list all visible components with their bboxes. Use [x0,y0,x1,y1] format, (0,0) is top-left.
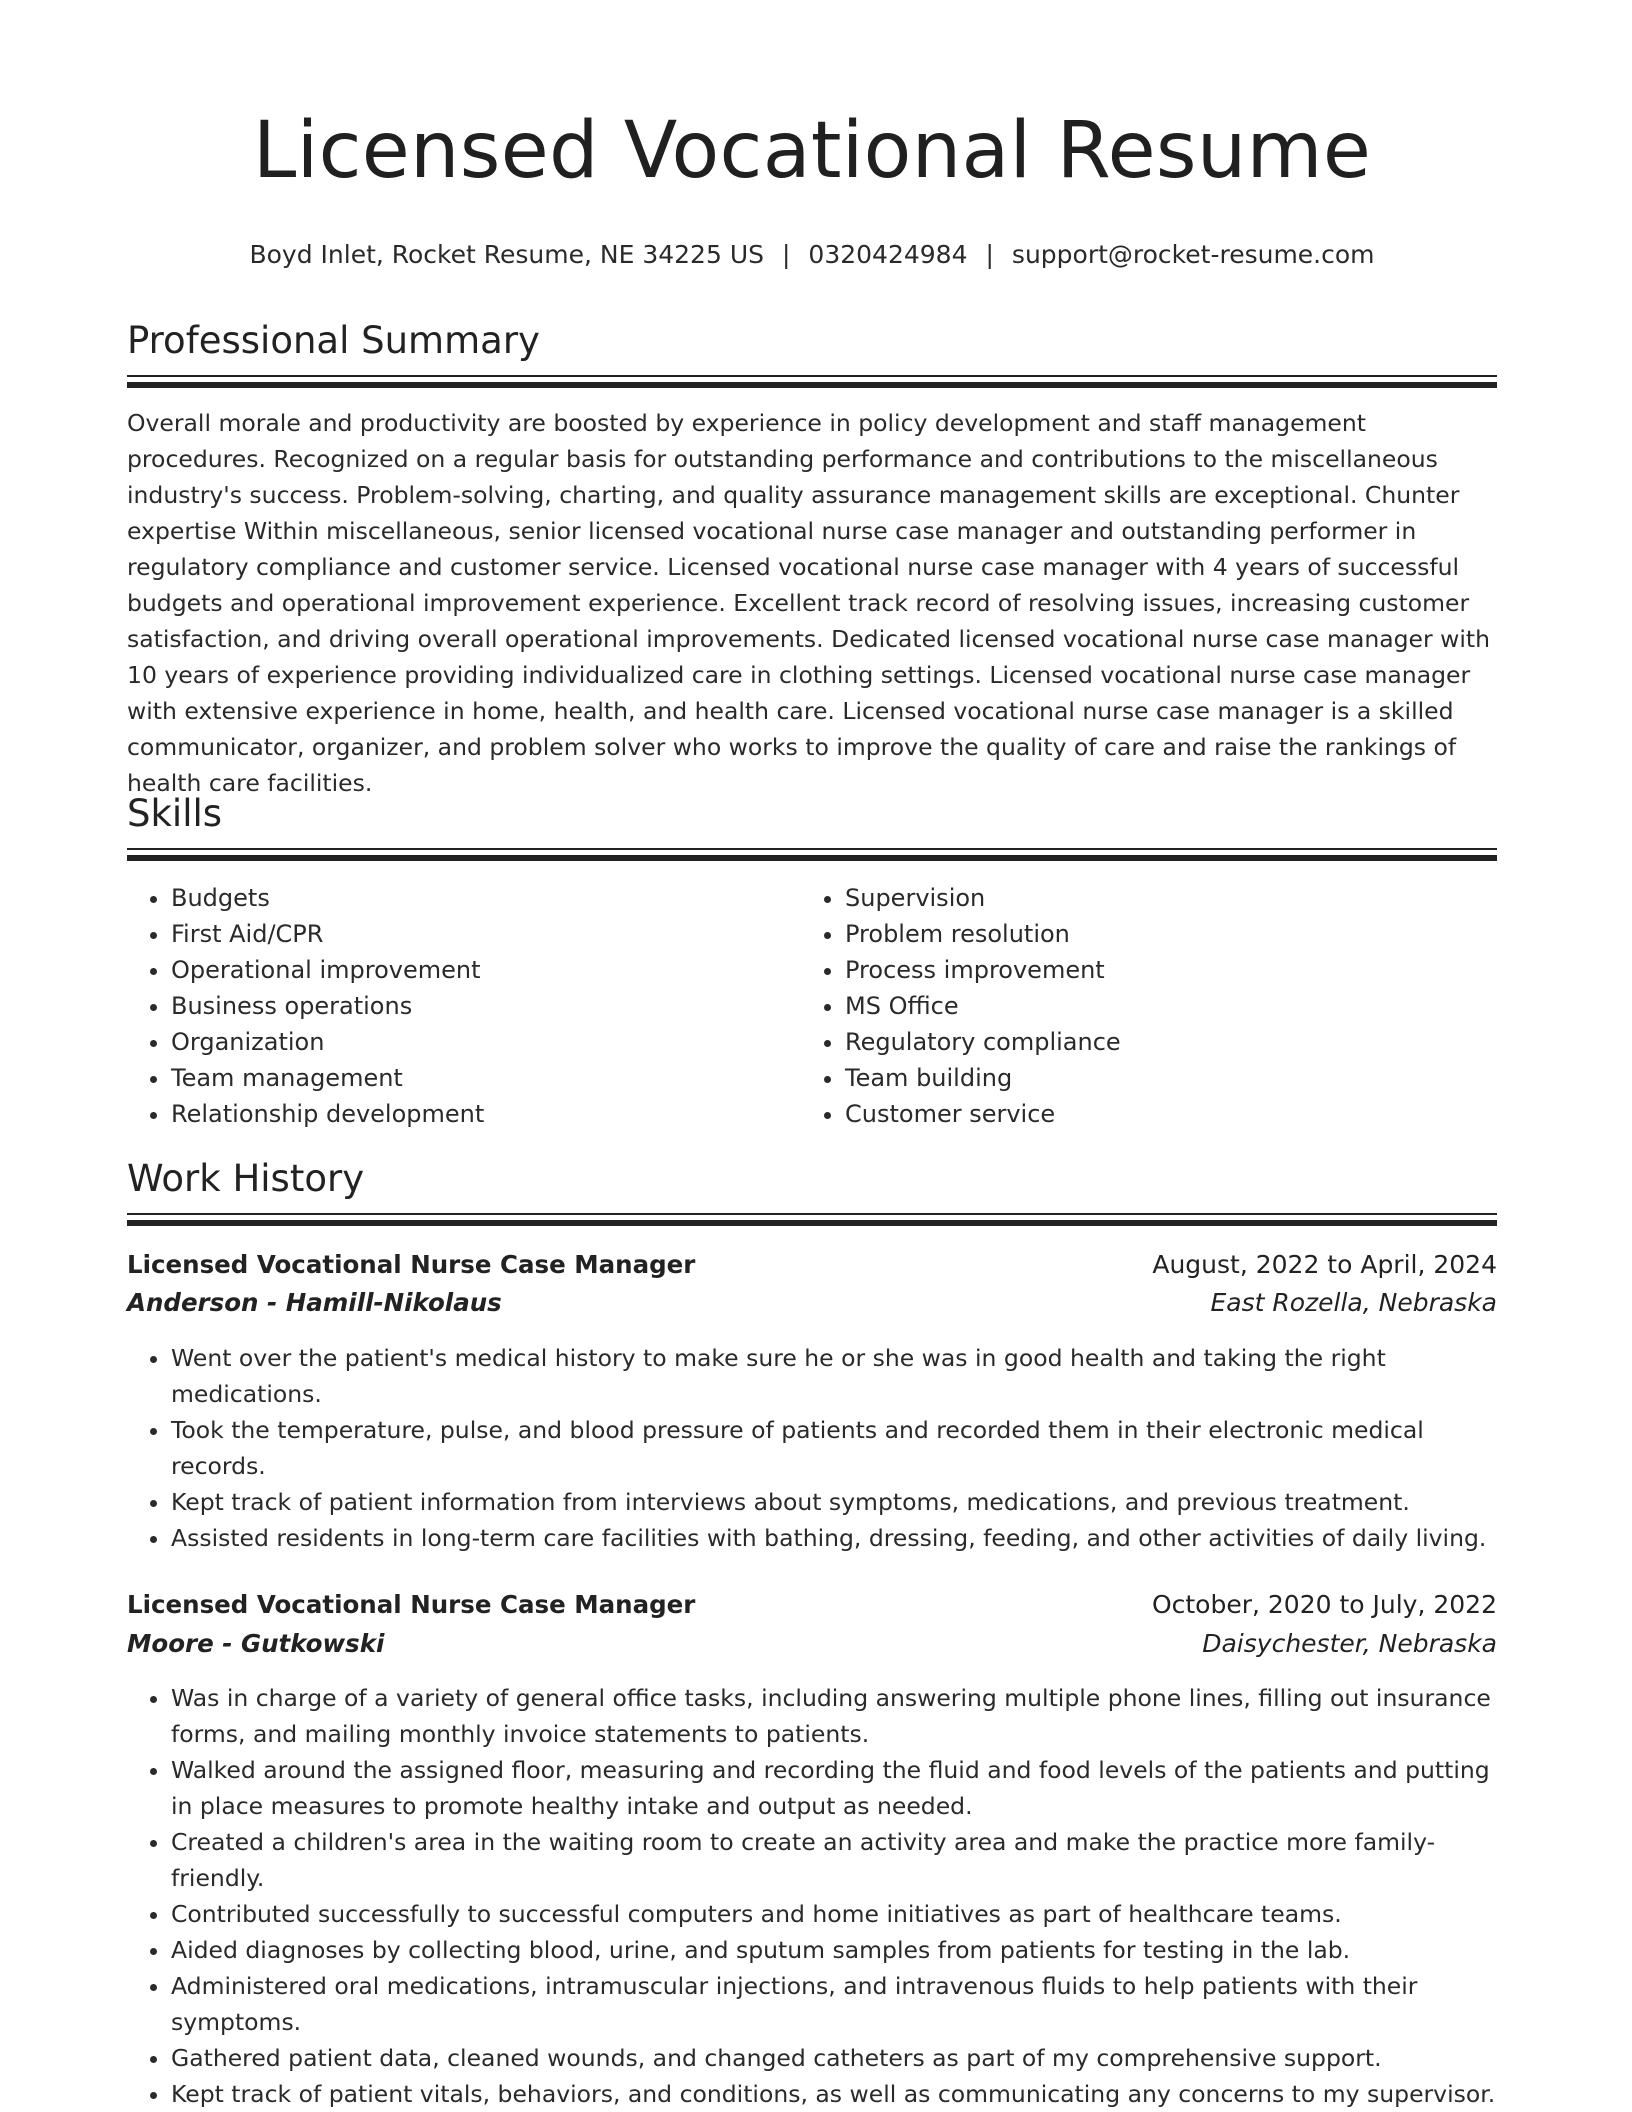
skills-heading: Skills [127,792,223,835]
job-company: Anderson - Hamill-Nikolaus [127,1288,502,1317]
skill-item: • Process improvement [845,952,1465,988]
skills-list-right [801,880,1465,1132]
job-bullet: • Kept track of patient vitals, behaviors, and conditions, as well as communicating any concerns to my supervisor. [171,2076,1497,2112]
contact-line [127,240,1497,270]
contact-phone: 0320424984 [808,240,968,269]
section-divider [127,848,1497,850]
skill-item: • Organization [171,1024,791,1060]
skill-item: • Operational improvement [171,952,791,988]
job-bullet: • Contributed successfully to successful computers and home initiatives as part of healthcare teams. [171,1896,1497,1932]
work-heading: Work History [127,1157,365,1200]
skill-item: • Team building [845,1060,1465,1096]
job-title: Licensed Vocational Nurse Case Manager [127,1590,696,1619]
skill-item: • Regulatory compliance [845,1024,1465,1060]
job-bullet: • Was in charge of a variety of general office tasks, including answering multiple phone lines, filling out insurance forms, and mailing monthly invoice statements to patients. [171,1680,1497,1752]
skill-item: • MS Office [845,988,1465,1024]
job-bullet: • Walked around the assigned floor, measuring and recording the fluid and food levels of the patients and putting in place measures to promote healthy intake and output as needed. [171,1752,1497,1824]
section-divider [127,1213,1497,1215]
contact-address: Boyd Inlet, Rocket Resume, NE 34225 US [249,240,764,269]
job-location: Daisychester, Nebraska [1202,1629,1497,1658]
section-divider [127,1220,1497,1226]
job-bullet: • Gathered patient data, cleaned wounds, and changed catheters as part of my comprehensive support. [171,2040,1497,2076]
job-location: East Rozella, Nebraska [1210,1288,1497,1317]
job-company: Moore - Gutkowski [127,1629,385,1658]
contact-email: support@rocket-resume.com [1011,240,1375,269]
job-bullet: • Assisted residents in long-term care facilities with bathing, dressing, feeding, and other activities of daily living. [171,1520,1497,1556]
job-bullet: • Kept track of patient information from interviews about symptoms, medications, and previous treatment. [171,1484,1497,1520]
section-divider [127,855,1497,861]
job-bullet: • Went over the patient's medical history to make sure he or she was in good health and taking the right medications. [171,1340,1497,1412]
resume-title: Licensed Vocational Resume [252,106,1372,196]
job-dates: August, 2022 to April, 2024 [1152,1250,1497,1279]
section-divider [127,375,1497,377]
summary-text: Overall morale and productivity are boosted by experience in policy development and staff management procedures. Recognized on a regular basis for outstanding performance and contributions to the miscellaneous industry's success. Problem-solving, charting, and quality assurance management skills are exceptional. Chunter expertise Within miscellaneous, senior licensed vocational nurse case manager and outstanding performer in regulatory compliance and customer service. Licensed vocational nurse case manager with 4 years of successful budgets and operational improvement experience. Excellent track record of resolving issues, increasing customer satisfaction, and driving overall operational improvements. Dedicated licensed vocational nurse case manager with 10 years of experience providing individualized care in clothing settings. Licensed vocational nurse case manager with extensive experience in home, health, and health care. Licensed vocational nurse case manager is a skilled communicator, organizer, and problem solver who works to improve the quality of care and raise the rankings of health care facilities. [127,409,1490,797]
skill-item: • Business operations [171,988,791,1024]
job-bullet: • Created a children's area in the waiting room to create an activity area and make the practice more family-friendly. [171,1824,1497,1896]
job-title: Licensed Vocational Nurse Case Manager [127,1250,696,1279]
job-bullet: • Administered oral medications, intramuscular injections, and intravenous fluids to help patients with their symptoms. [171,1968,1497,2040]
section-divider [127,382,1497,388]
job-bullets [127,1680,1497,2112]
skill-item: • Team management [171,1060,791,1096]
skill-item: • Budgets [171,880,791,916]
skill-item: • Customer service [845,1096,1465,1132]
skill-item: • Problem resolution [845,916,1465,952]
skill-item: • First Aid/CPR [171,916,791,952]
contact-separator: | [781,240,791,269]
contact-separator: | [985,240,994,269]
skills-list-left [127,880,791,1132]
job-dates: October, 2020 to July, 2022 [1151,1590,1497,1619]
skill-item: • Relationship development [171,1096,791,1132]
skill-item: • Supervision [845,880,1465,916]
summary-heading: Professional Summary [127,319,540,362]
job-bullet: • Took the temperature, pulse, and blood pressure of patients and recorded them in their electronic medical records. [171,1412,1497,1484]
job-bullets [127,1340,1497,1556]
job-bullet: • Aided diagnoses by collecting blood, urine, and sputum samples from patients for testing in the lab. [171,1932,1497,1968]
